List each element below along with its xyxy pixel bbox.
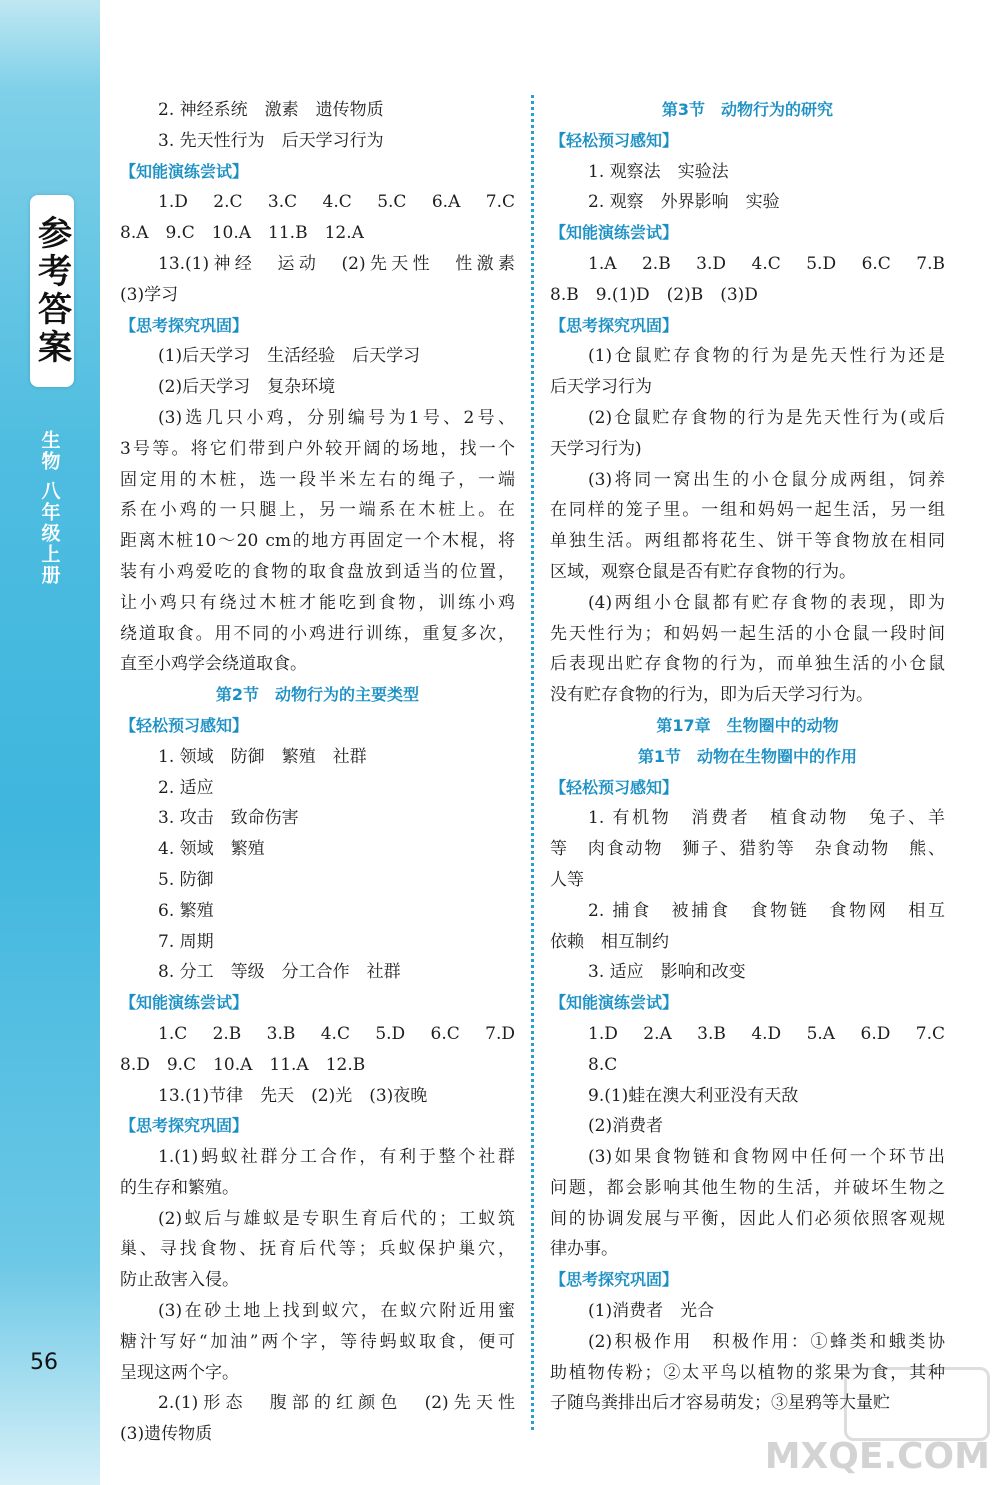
text-line: 糖汁写好“加油”两个字，等待蚂蚁取食，便可 bbox=[120, 1331, 515, 1352]
text-line: 1. 有机物 消费者 植食动物 兔子、羊 bbox=[588, 808, 945, 829]
text-line: 的生存和繁殖。 bbox=[120, 1177, 239, 1198]
text-line: (2)消费者 bbox=[588, 1116, 664, 1137]
text-line: 系在小鸡的一只腿上，另一端系在木桩上。在 bbox=[120, 500, 515, 521]
text-line: 1.A 2.B 3.D 4.C 5.D 6.C 7.B bbox=[588, 253, 945, 274]
sidebar-tab-title: 参考答案 bbox=[31, 215, 72, 367]
text-line: (2)积极作用 积极作用：①蜂类和蛾类协 bbox=[588, 1331, 945, 1352]
section-label: 【轻松预习感知】 bbox=[550, 130, 679, 150]
text-line: (1)后天学习 生活经验 后天学习 bbox=[158, 346, 421, 367]
text-line: 3. 先天性行为 后天学习行为 bbox=[158, 130, 384, 151]
text-line: 律办事。 bbox=[550, 1239, 618, 1260]
section-label: 【思考探究巩固】 bbox=[550, 1270, 679, 1290]
text-line: 4. 领域 繁殖 bbox=[158, 839, 265, 860]
text-line: 天学习行为) bbox=[550, 438, 642, 459]
text-line: 单独生活。两组都将花生、饼干等食物放在相同 bbox=[550, 531, 945, 552]
text-line: 间的协调发展与平衡，因此人们必须依照客观规 bbox=[550, 1208, 945, 1229]
section-label: 【思考探究巩固】 bbox=[550, 315, 679, 335]
text-line: 固定用的木桩，选一段半米左右的绳子，一端 bbox=[120, 469, 515, 490]
page-number: 56 bbox=[30, 1350, 58, 1375]
text-line: (4)两组小仓鼠都有贮存食物的表现，即为 bbox=[588, 592, 945, 613]
text-line: 人等 bbox=[550, 869, 584, 890]
section-label: 【思考探究巩固】 bbox=[120, 1116, 249, 1136]
text-line: 依赖 相互制约 bbox=[550, 931, 669, 952]
text-line: (1)仓鼠贮存食物的行为是先天性行为还是 bbox=[588, 346, 945, 367]
text-line: 1.D 2.C 3.C 4.C 5.C 6.A 7.C bbox=[158, 192, 515, 213]
text-line: 1.(1)蚂蚁社群分工合作，有利于整个社群 bbox=[158, 1147, 515, 1168]
text-line: 9.(1)蛙在澳大利亚没有天敌 bbox=[588, 1085, 799, 1106]
text-line: 8.A 9.C 10.A 11.B 12.A bbox=[120, 223, 364, 244]
text-line: (3)选几只小鸡，分别编号为1号、2号、 bbox=[158, 407, 515, 428]
section-heading: 第3节 动物行为的研究 bbox=[661, 100, 834, 119]
text-line: 2.(1)形态 腹部的红颜色 (2)先天性 bbox=[158, 1393, 515, 1414]
text-line: 2. 适应 bbox=[158, 777, 214, 798]
text-line: 7. 周期 bbox=[158, 931, 214, 952]
text-line: 后天学习行为 bbox=[550, 377, 652, 398]
text-line: 助植物传粉；②太平鸟以植物的浆果为食，其种 bbox=[550, 1362, 945, 1383]
text-line: 8.C bbox=[588, 1054, 618, 1075]
text-line: 3号等。将它们带到户外较开阔的场地，找一个 bbox=[120, 438, 515, 459]
section-label: 【知能演练尝试】 bbox=[120, 993, 249, 1013]
right-column bbox=[550, 95, 945, 1419]
column-divider bbox=[531, 95, 534, 1430]
text-line: 巢、寻找食物、抚育后代等；兵蚁保护巢穴， bbox=[120, 1239, 515, 1260]
text-line: 8. 分工 等级 分工合作 社群 bbox=[158, 962, 401, 983]
section-label: 【轻松预习感知】 bbox=[120, 715, 249, 735]
text-line: 2. 观察 外界影响 实验 bbox=[588, 192, 780, 213]
left-column bbox=[120, 95, 515, 1450]
watermark bbox=[760, 1367, 990, 1477]
text-line: 8.B 9.(1)D (2)B (3)D bbox=[550, 284, 758, 305]
text-line: 2. 捕食 被捕食 食物链 食物网 相互 bbox=[588, 900, 945, 921]
watermark-logo-icon bbox=[844, 1367, 990, 1441]
text-line: (3)如果食物链和食物网中任何一个环节出 bbox=[588, 1147, 945, 1168]
sidebar-subject: 生物 八年级上册 bbox=[38, 430, 61, 586]
text-line: 后表现出贮存食物的行为，而单独生活的小仓鼠 bbox=[550, 654, 945, 675]
text-line: 3. 攻击 致命伤害 bbox=[158, 808, 299, 829]
text-line: (3)将同一窝出生的小仓鼠分成两组，饲养 bbox=[588, 469, 945, 490]
text-line: (3)学习 bbox=[120, 284, 179, 305]
text-line: 防止敌害入侵。 bbox=[120, 1270, 239, 1291]
text-line: 呈现这两个字。 bbox=[120, 1362, 239, 1383]
section-label: 【知能演练尝试】 bbox=[120, 161, 249, 181]
text-line: (3)在砂土地上找到蚁穴，在蚁穴附近用蜜 bbox=[158, 1301, 515, 1322]
text-line: 直至小鸡学会绕道取食。 bbox=[120, 654, 307, 675]
section-label: 【轻松预习感知】 bbox=[550, 777, 679, 797]
section-label: 【思考探究巩固】 bbox=[120, 315, 249, 335]
text-line: (1)消费者 光合 bbox=[588, 1301, 715, 1322]
text-line: 2. 神经系统 激素 遗传物质 bbox=[158, 100, 384, 120]
text-line: (3)遗传物质 bbox=[120, 1424, 213, 1445]
text-line: 问题，都会影响其他生物的生活，并破坏生物之 bbox=[550, 1177, 945, 1198]
text-line: 3. 适应 影响和改变 bbox=[588, 962, 746, 983]
text-line: (2)蚁后与雄蚁是专职生育后代的；工蚁筑 bbox=[158, 1208, 515, 1229]
section-heading: 第17章 生物圈中的动物 bbox=[656, 715, 839, 735]
section-heading: 第2节 动物行为的主要类型 bbox=[215, 685, 420, 705]
text-line: 1.D 2.A 3.B 4.D 5.A 6.D 7.C bbox=[588, 1023, 945, 1044]
text-line: 8.D 9.C 10.A 11.A 12.B bbox=[120, 1054, 366, 1075]
text-line: 1.C 2.B 3.B 4.C 5.D 6.C 7.D bbox=[158, 1023, 515, 1044]
text-line: 13.(1)节律 先天 (2)光 (3)夜晚 bbox=[158, 1085, 428, 1106]
text-line: (2)后天学习 复杂环境 bbox=[158, 377, 336, 398]
text-line: 区域，观察仓鼠是否有贮存食物的行为。 bbox=[550, 561, 856, 582]
text-line: 5. 防御 bbox=[158, 869, 214, 890]
text-line: 子随鸟粪排出后才容易萌发；③星鸦等大量贮 bbox=[550, 1393, 890, 1414]
text-line: 先天性行为；和妈妈一起生活的小仓鼠一段时间 bbox=[550, 623, 945, 644]
text-line: 6. 繁殖 bbox=[158, 900, 214, 921]
text-line: 让小鸡只有绕过木桩才能吃到食物，训练小鸡 bbox=[120, 592, 515, 613]
text-line: (2)仓鼠贮存食物的行为是先天性行为(或后 bbox=[588, 407, 945, 428]
text-line: 1. 观察法 实验法 bbox=[588, 161, 729, 182]
text-line: 没有贮存食物的行为，即为后天学习行为。 bbox=[550, 685, 873, 706]
text-line: 在同样的笼子里。一组和妈妈一起生活，另一组 bbox=[550, 500, 945, 521]
text-line: 等 肉食动物 狮子、猎豹等 杂食动物 熊、 bbox=[550, 839, 945, 860]
text-line: 13.(1)神经 运动 (2)先天性 性激素 bbox=[158, 253, 515, 274]
text-line: 1. 领域 防御 繁殖 社群 bbox=[158, 746, 367, 767]
section-heading: 第1节 动物在生物圈中的作用 bbox=[637, 746, 858, 766]
text-line: 绕道取食。用不同的小鸡进行训练，重复多次， bbox=[120, 623, 515, 644]
section-label: 【知能演练尝试】 bbox=[550, 993, 679, 1013]
section-label: 【知能演练尝试】 bbox=[550, 223, 679, 243]
watermark-text: MXQE.COM bbox=[764, 1436, 990, 1477]
text-line: 距离木桩10～20 cm的地方再固定一个木棍，将 bbox=[120, 531, 515, 552]
sidebar bbox=[0, 0, 100, 1485]
text-line: 装有小鸡爱吃的食物的取食盘放到适当的位置， bbox=[120, 561, 515, 582]
sidebar-tab bbox=[30, 195, 74, 387]
